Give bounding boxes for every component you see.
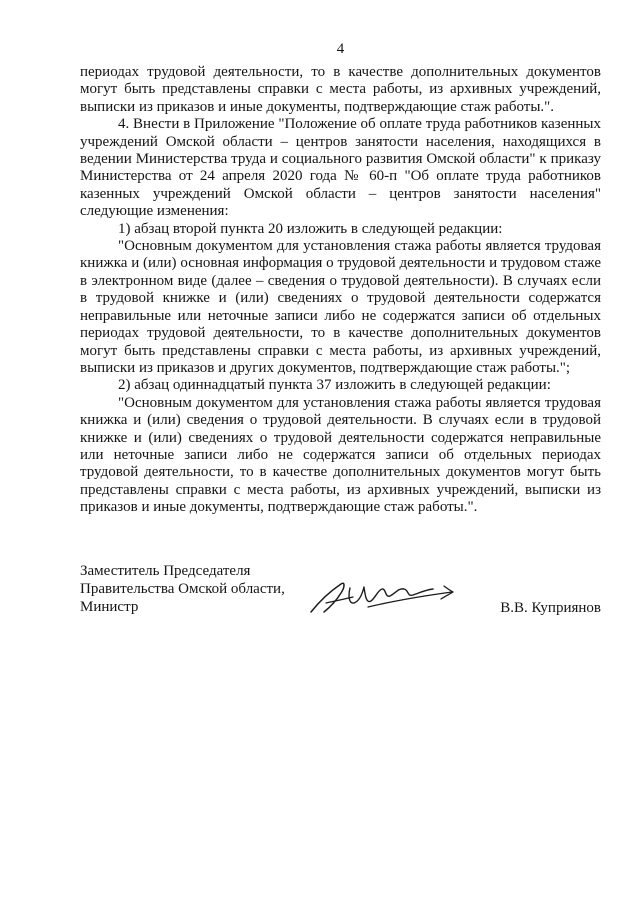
signatory-name: В.В. Куприянов — [500, 600, 601, 616]
handwritten-signature-image — [305, 576, 460, 618]
paragraph-item-4: 4. Внести в Приложение "Положение об оплате труда работников казенных учреждений Омской области – центров занятости населения, находящихся в ведении Министерства труда и социального развития Омской области" к приказу Министерства от 24 апреля 2020 года № 60-п "Об оплате труда работников казенных учреждений Омской области – центров занятости населения" следующие изменения: — [80, 116, 601, 220]
signatory-position-line: Правительства Омской области, — [80, 581, 285, 597]
signature-block — [80, 562, 601, 632]
page-number: 4 — [336, 41, 345, 57]
paragraph-quote-1: "Основным документом для установления стажа работы является трудовая книжка и (или) основная информация о трудовой деятельности и трудовом стаже в электронном виде (далее – сведения о трудовой деятельности). В случаях если в трудовой книжке и (или) сведениях о трудовой деятельности содержатся неправильные или неточные записи либо не содержатся записи об отдельных периодах трудовой деятельности, то в качестве дополнительных документов могут быть представлены справки с места работы, из архивных учреждений, выписки из приказов и других документов, подтверждающие стаж работы."; — [80, 238, 601, 376]
signatory-position-line: Заместитель Председателя — [80, 563, 251, 579]
paragraph-continuation: периодах трудовой деятельности, то в качестве дополнительных документов могут быть представлены справки с места работы, из архивных учреждений, выписки из приказов и иные документы, подтверждающие стаж работы.". — [80, 64, 601, 115]
signatory-position — [80, 562, 285, 616]
paragraph-subitem-2: 2) абзац одиннадцатый пункта 37 изложить в следующей редакции: — [118, 377, 551, 394]
paragraph-quote-2: "Основным документом для установления стажа работы является трудовая книжка и (или) сведения о трудовой деятельности. В случаях если в трудовой книжке и (или) сведениях о трудовой деятельности содержатся неправильные или неточные записи либо не содержатся записи об отдельных периодах трудовой деятельности, то в качестве дополнительных документов могут быть представлены справки с места работы, из архивных учреждений, выписки из приказов и иные документы, подтверждающие стаж работы.". — [80, 394, 601, 516]
signatory-position-line: Министр — [80, 599, 139, 615]
document-body — [80, 64, 601, 517]
paragraph-subitem-1: 1) абзац второй пункта 20 изложить в следующей редакции: — [118, 220, 503, 237]
